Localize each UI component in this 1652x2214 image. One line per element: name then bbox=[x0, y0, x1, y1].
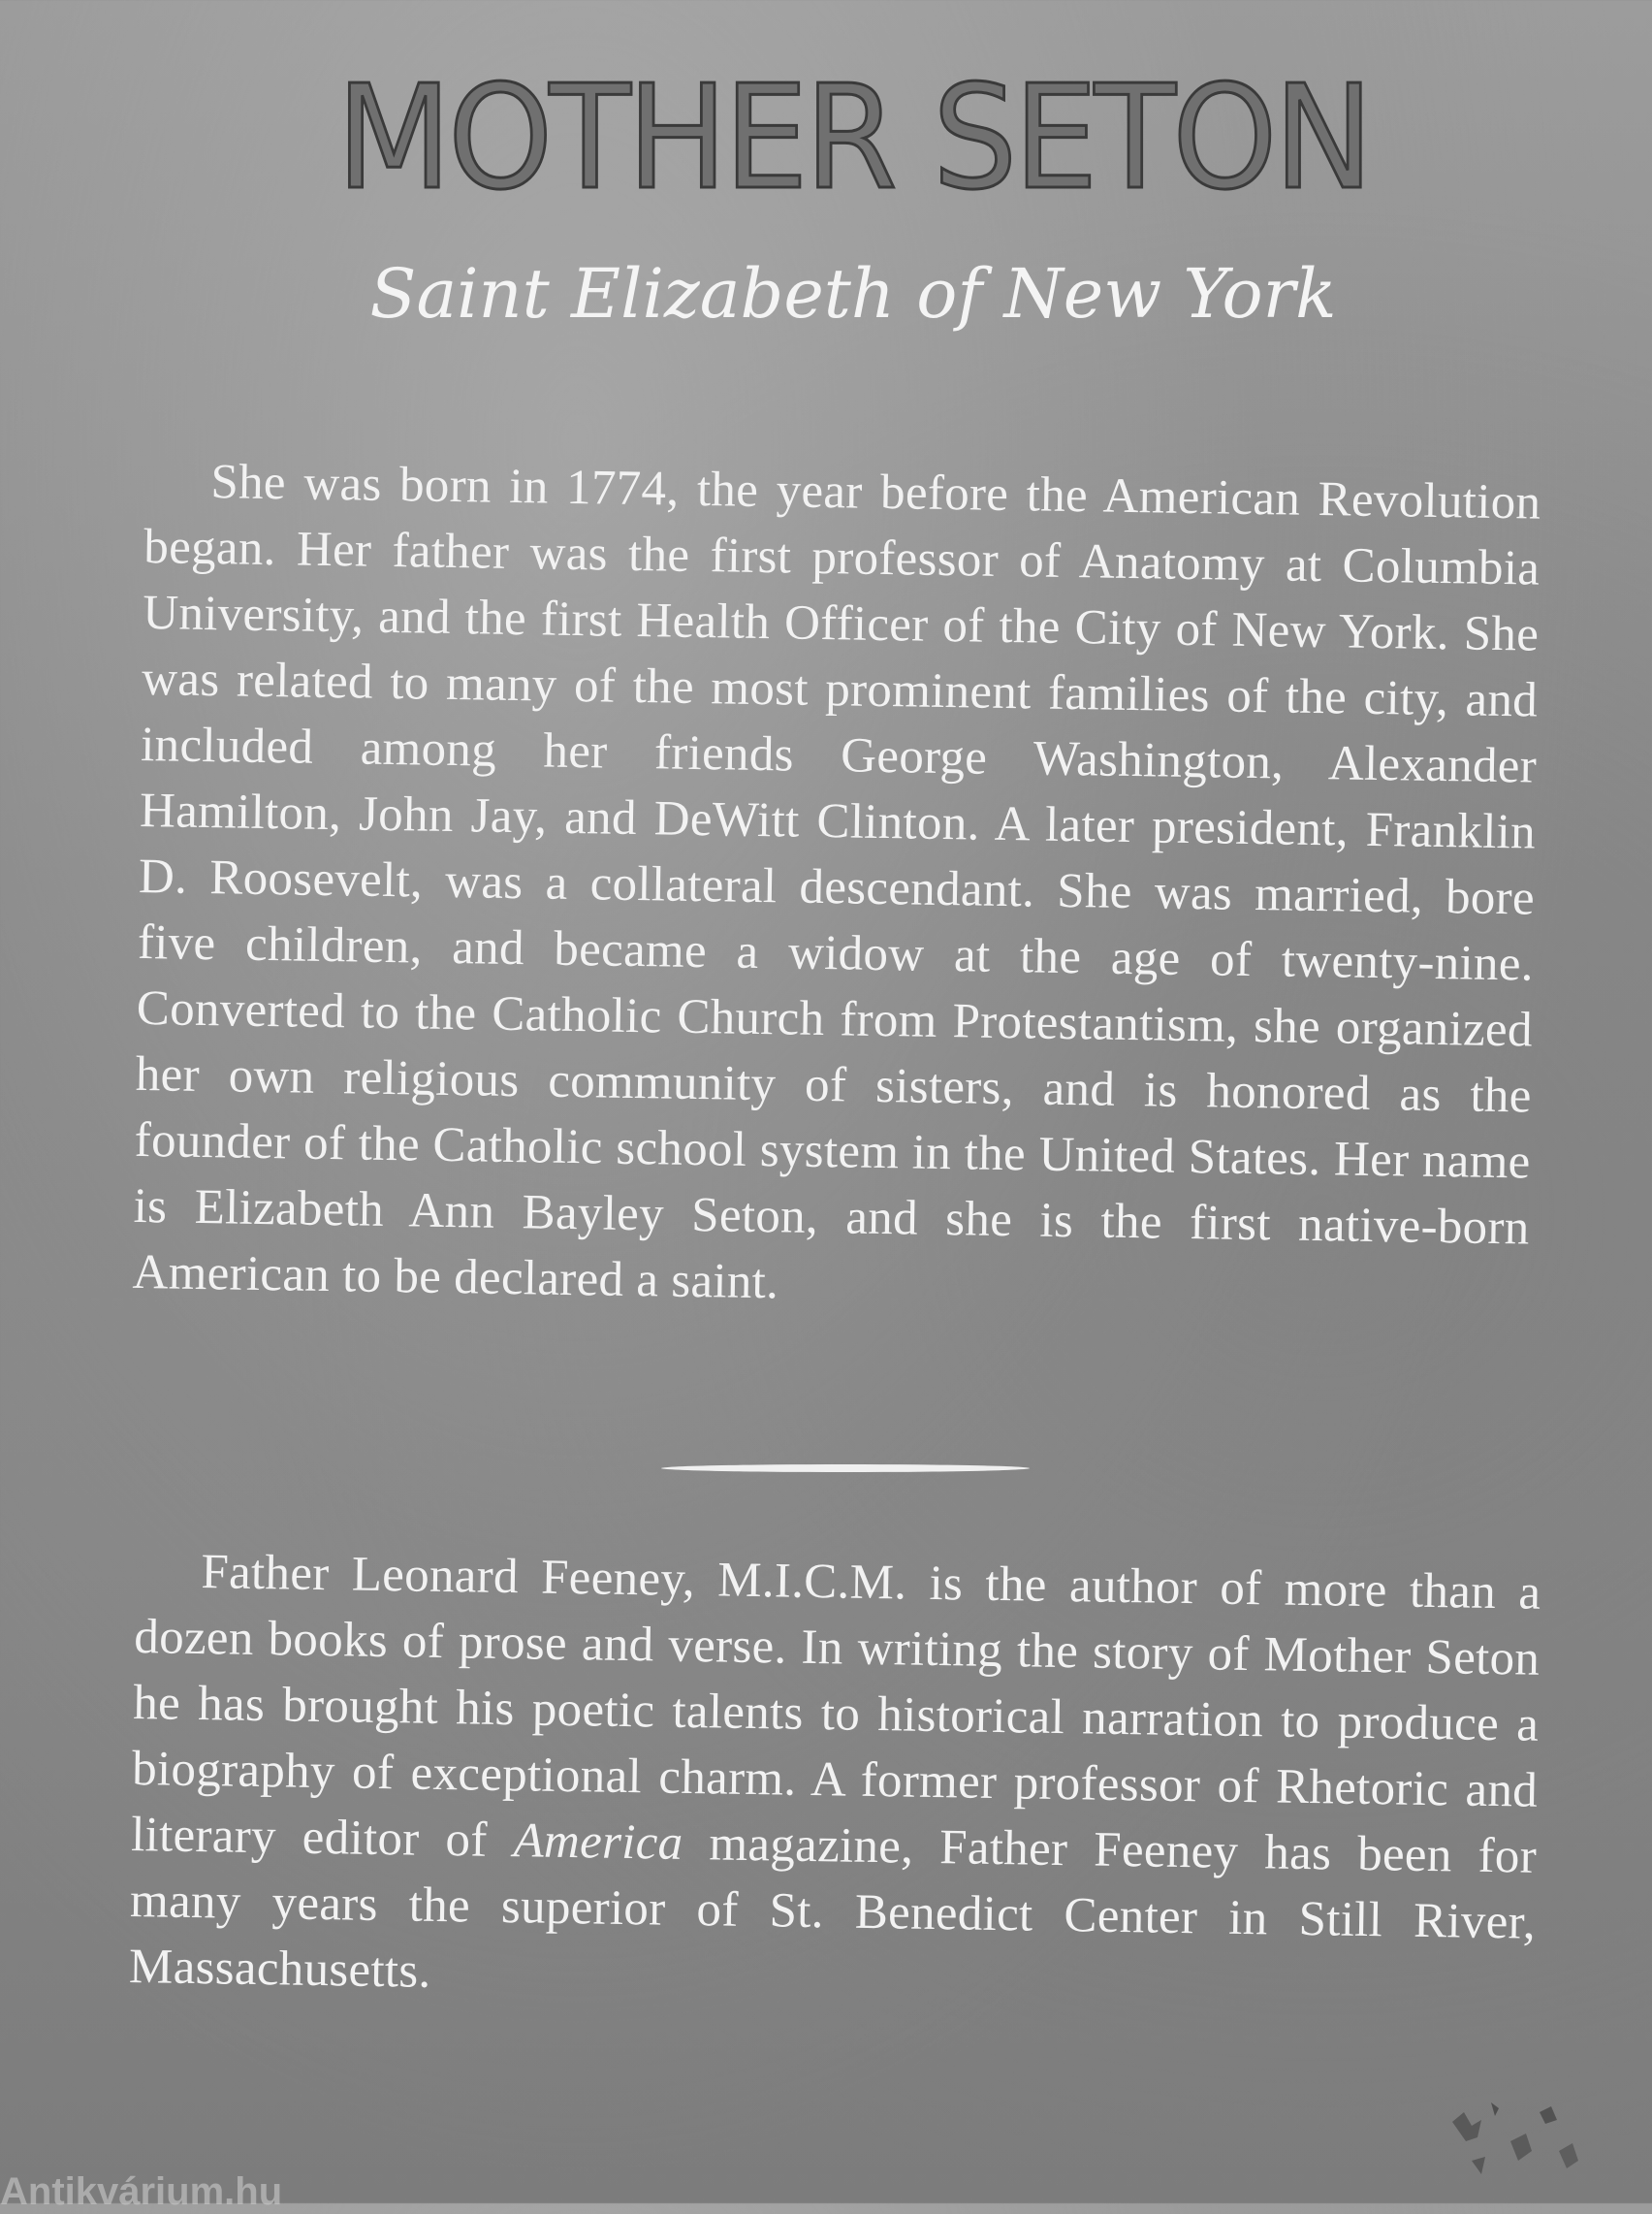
book-title: MOTHER SETON bbox=[335, 54, 1371, 221]
watermark: Antikvárium.hu bbox=[0, 2170, 283, 2213]
paper-damage-marks bbox=[1443, 2083, 1588, 2190]
magazine-title: America bbox=[513, 1813, 683, 1871]
author-text-end: magazine, Father Feeney has been for many years the superior of St. Benedict Center in Still River, Massachusetts. bbox=[128, 1815, 1538, 1999]
author-text-start: Father Leonard Feeney, M.I.C.M. is the author of more than a dozen books of prose and verse. In writing the story of Mother Seton he has brought his poetic talents to historical narration to produce a biography of exceptional charm. A former professor of Rhetoric and literary editor of bbox=[130, 1545, 1541, 1869]
author-paragraph bbox=[129, 1538, 1541, 2022]
book-subtitle: Saint Elizabeth of New York bbox=[369, 254, 1337, 334]
biography-paragraph: She was born in 1774, the year before the American Revolution began. Her father was the first professor of Anatomy at Columbia University, and the first Health Officer of the City of New York. She was related to many of the most prominent families of the city, and included among her friends George Washington, Alexander Hamilton, John Jay, and DeWitt Clinton. A later president, Franklin D. Roosevelt, was a collateral descendant. She was married, bore five children, and became a widow at the age of twenty-nine. Converted to the Catholic Church from Protestantism, she organized her own religious community of sisters, and is honored as the founder of the Catholic school system in the United States. Her name is Elizabeth Ann Bayley Seton, and she is the first native-born American to be declared a saint. bbox=[132, 455, 1541, 1310]
section-divider bbox=[661, 1464, 1030, 1472]
